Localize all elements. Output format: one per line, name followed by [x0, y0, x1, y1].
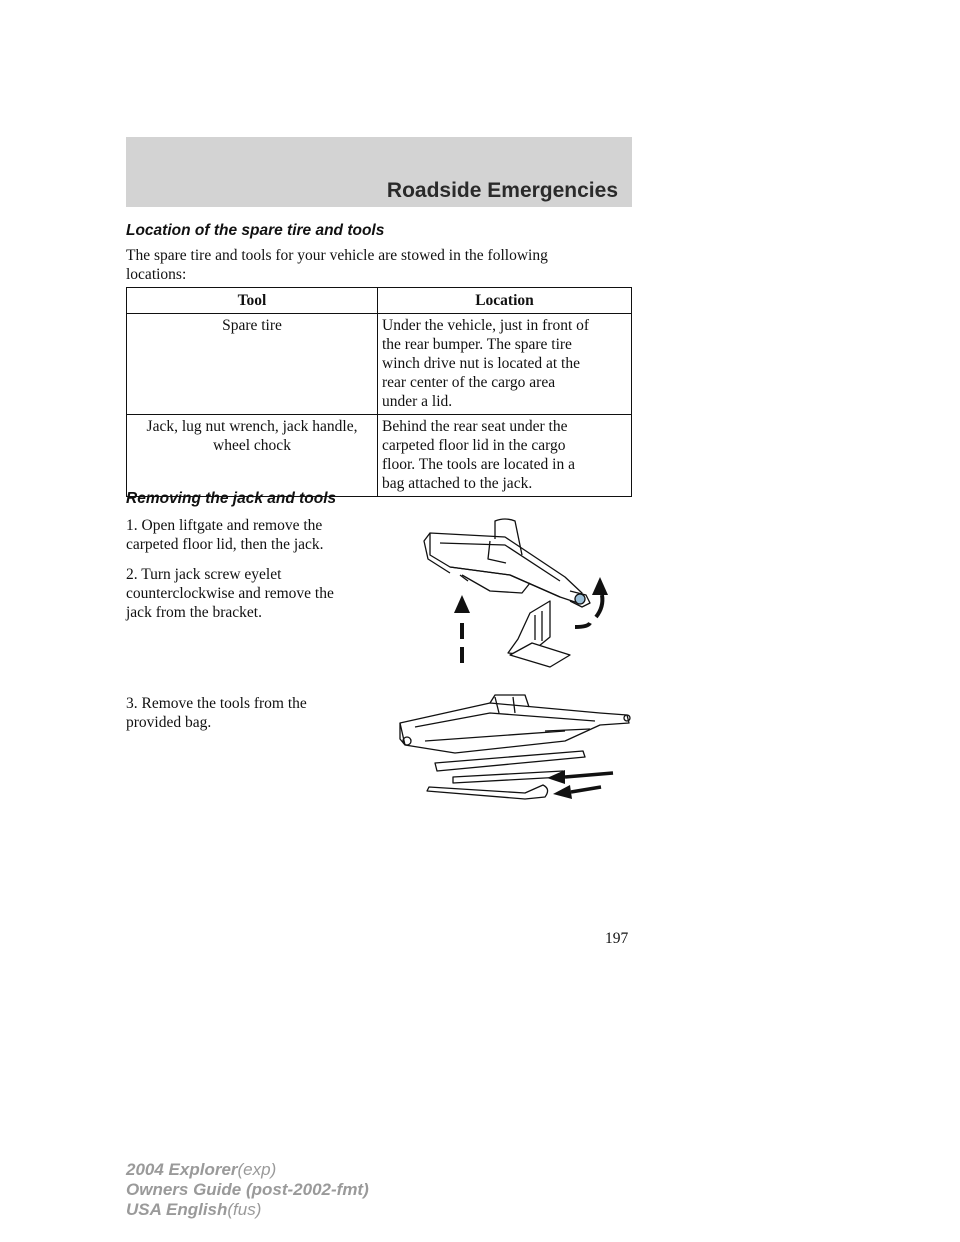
- table-cell-location: Under the vehicle, just in front of the rear bumper. The spare tire winch drive nut is located at the rear center of the cargo area under a lid.: [378, 314, 632, 415]
- footer-line-2: Owners Guide (post-2002-fmt): [126, 1180, 369, 1199]
- section-title: Roadside Emergencies: [386, 179, 618, 202]
- header-band: [126, 137, 632, 207]
- jack-removal-illustration: [410, 515, 635, 675]
- page-number: 197: [605, 930, 629, 947]
- document-footer: [126, 1160, 369, 1220]
- table-cell-tool: Spare tire: [127, 314, 378, 415]
- table-row: [127, 415, 632, 497]
- heading-removing-jack: Removing the jack and tools: [126, 490, 337, 507]
- footer-line-1: 2004 Explorer(exp): [126, 1160, 277, 1179]
- table-cell-location: Behind the rear seat under the carpeted floor lid in the cargo floor. The tools are located in a bag attached to the jack.: [378, 415, 632, 497]
- column-header-tool: Tool: [127, 288, 378, 314]
- jack-tools-illustration: [395, 693, 640, 805]
- step-3-text: 3. Remove the tools from the provided bag.: [126, 695, 307, 731]
- table-header-row: [127, 288, 632, 314]
- step-1-text: 1. Open liftgate and remove the carpeted floor lid, then the jack.: [126, 517, 324, 553]
- step-2-text: 2. Turn jack screw eyelet counterclockwise and remove the jack from the bracket.: [126, 566, 334, 621]
- table-row: [127, 314, 632, 415]
- tools-location-table: [126, 287, 632, 497]
- footer-line-3: USA English(fus): [126, 1200, 262, 1219]
- heading-spare-tire-location: Location of the spare tire and tools: [126, 222, 385, 239]
- table-cell-tool: Jack, lug nut wrench, jack handle, wheel chock: [127, 415, 378, 497]
- column-header-location: Location: [378, 288, 632, 314]
- intro-paragraph: The spare tire and tools for your vehicle are stowed in the following locations:: [126, 247, 548, 283]
